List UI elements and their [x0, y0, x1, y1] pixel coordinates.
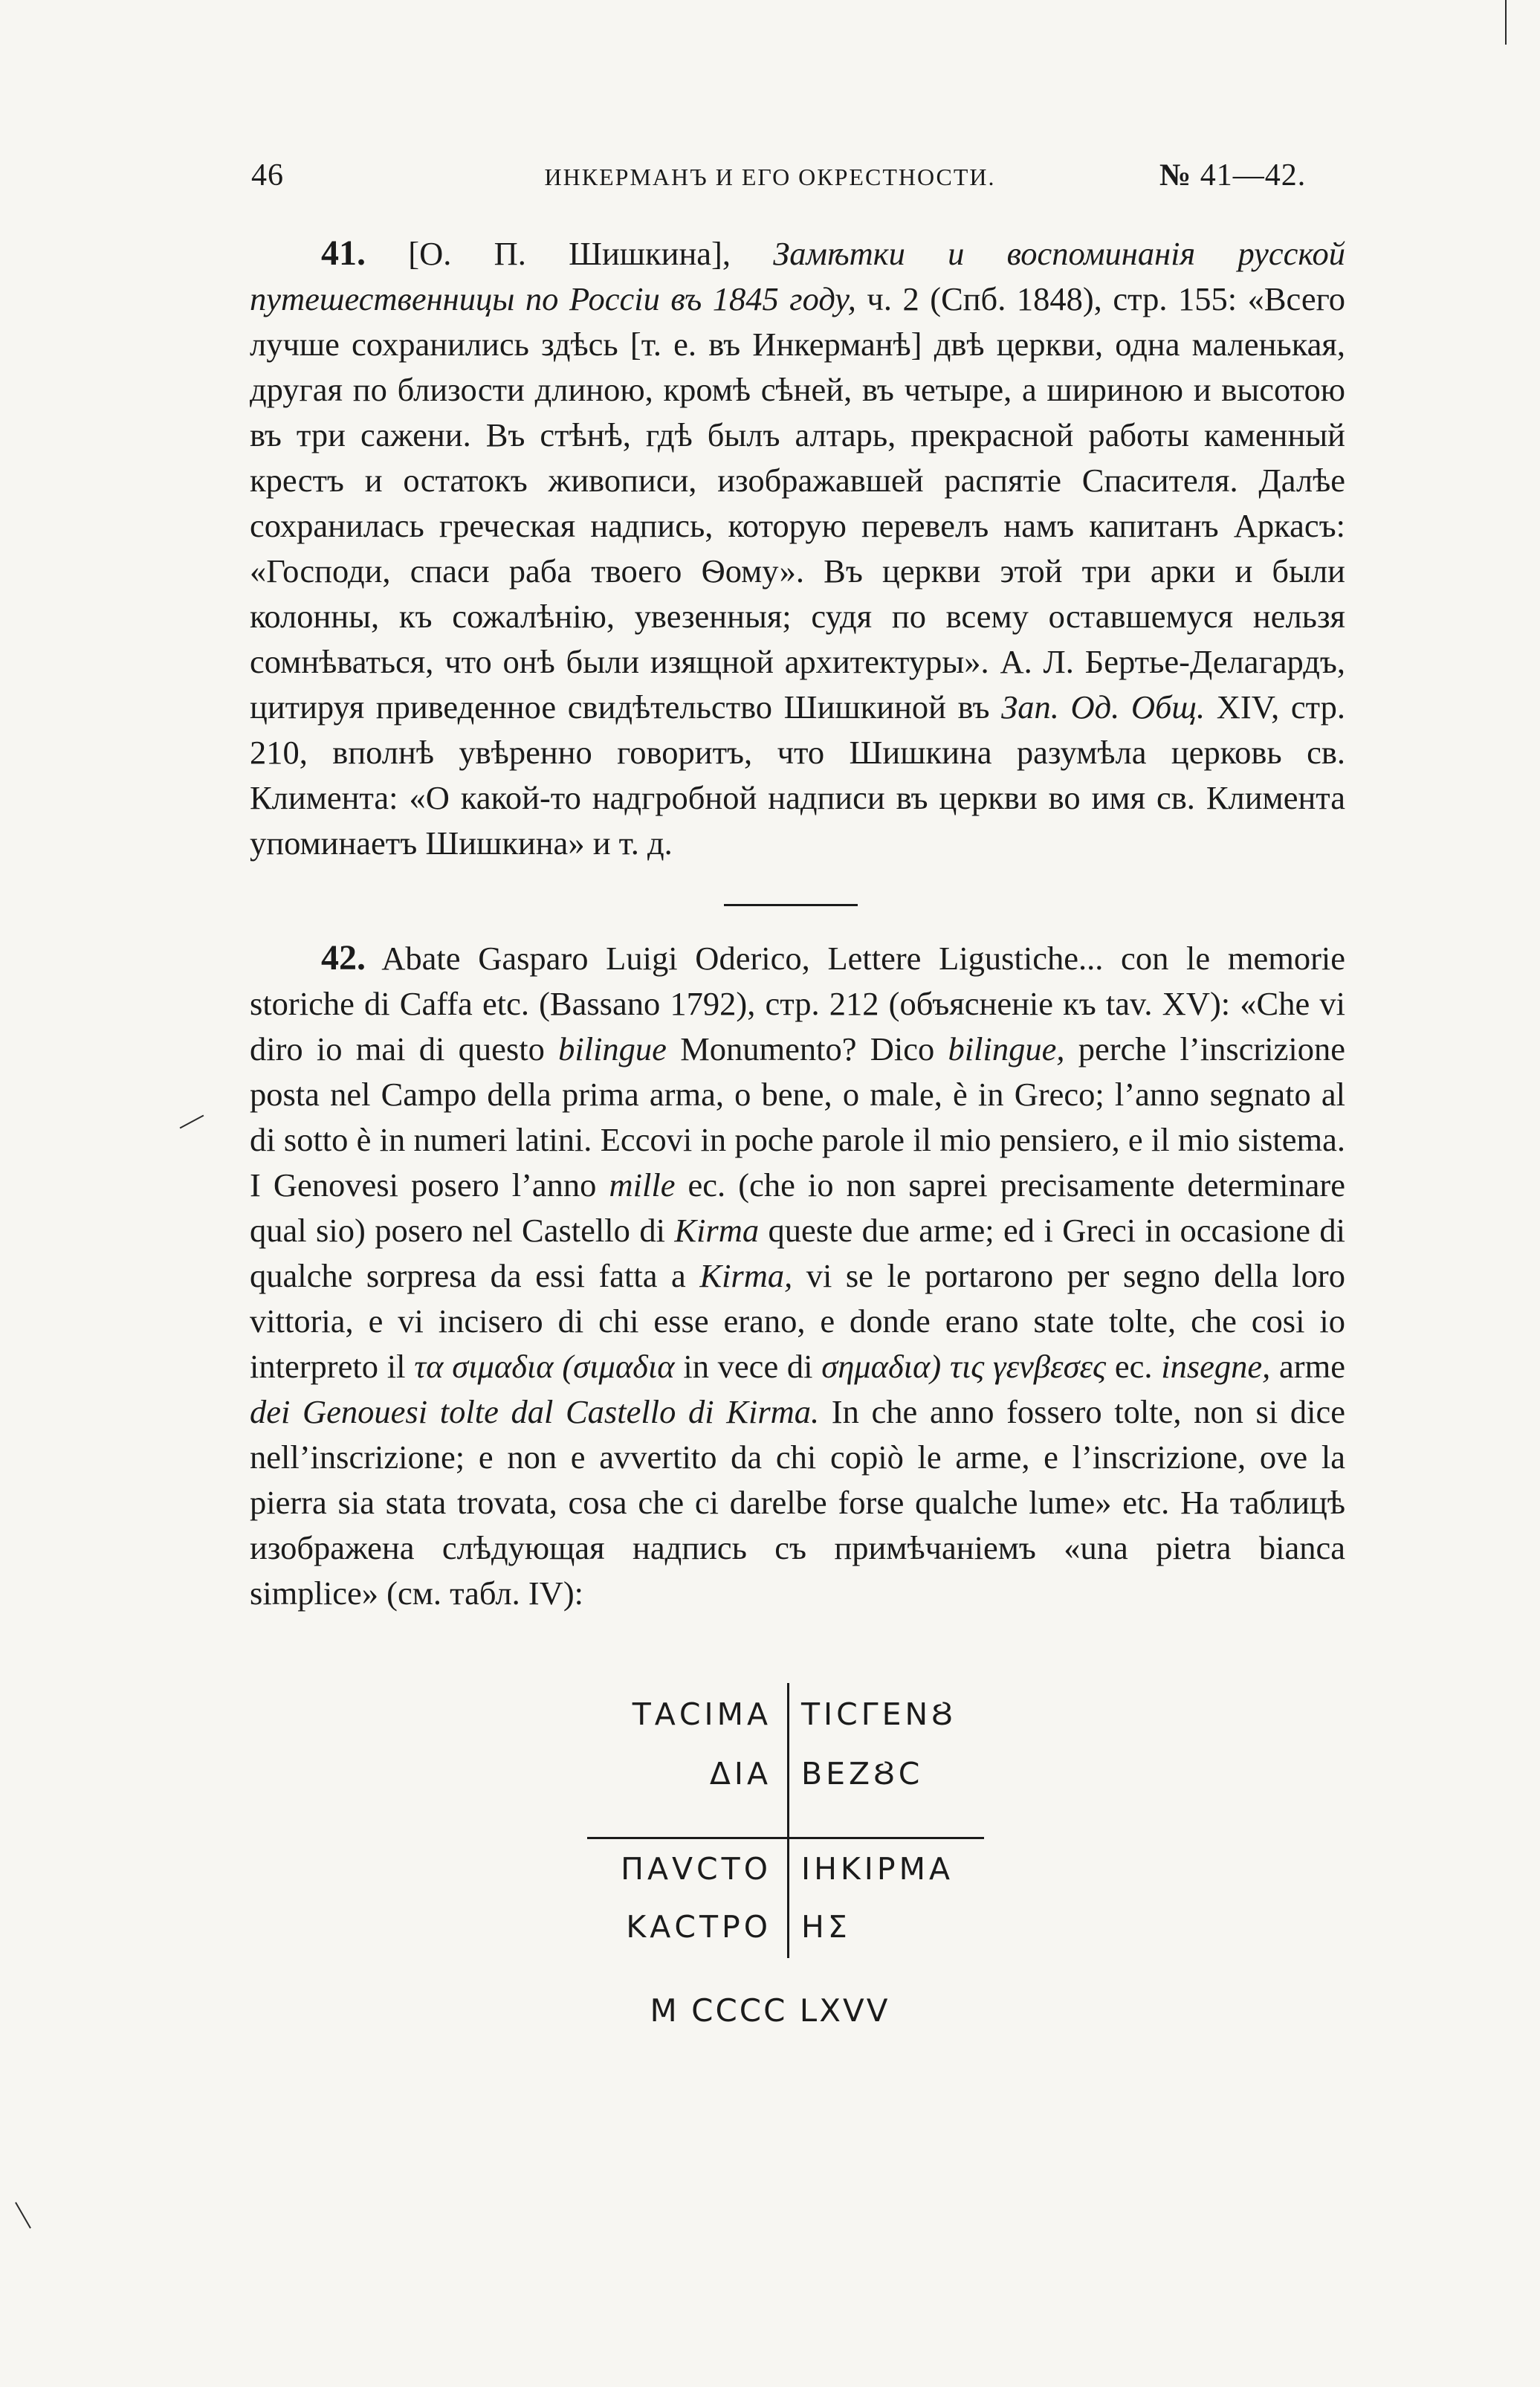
entry-42-text-6: vi se le portarono per segno della loro vittoria, e vi incisero di chi esse erano, e donde erano state tolte, che cosi io interpreto il: [250, 1257, 1345, 1385]
entry-42-text-9: arme: [1270, 1348, 1345, 1385]
entry-42-greek-2: σημαδια) τις γενβεσες: [821, 1348, 1107, 1385]
entry-42-italic-1: bilingue: [558, 1030, 667, 1067]
inscription-horizontal-line: [587, 1837, 984, 1839]
section-divider: [724, 904, 858, 906]
entry-41-author: [О. П. Шишкина],: [408, 235, 774, 272]
inscription-top-left-2: ΔΙΑ: [709, 1756, 771, 1792]
entry-42-text-7: in vece di: [674, 1348, 822, 1385]
entry-range: [1159, 158, 1306, 193]
entry-41-number: 41.: [321, 233, 366, 273]
entry-41-ending: XIV, стр. 210, вполнѣ увѣренно говоритъ, что Шишкина разумѣла церковь св. Климента: «О какой-то надгробной надписи въ церкви во имя св. Климента упоминаетъ Шишкина» и т. д.: [250, 688, 1345, 862]
entry-42-number: 42.: [321, 938, 366, 978]
entry-42-text-2: Monumento? Dico: [666, 1030, 948, 1067]
entry-42-italic-3: mille: [609, 1166, 676, 1204]
entry-range-text: 41—42.: [1200, 158, 1307, 193]
inscription-top-right-2: ΒΕΖȢϹ: [801, 1756, 924, 1792]
entry-42-text-5: queste due arme; ed i Greci in occasione di qualche sorpresa da essi fatta a: [250, 1212, 1345, 1294]
margin-stroke: [15, 2202, 31, 2229]
inscription-top-left-1: ΤΑϹΙΜΑ: [632, 1696, 771, 1732]
entry-42: [250, 935, 1345, 1616]
entry-42-italic-2: bilingue,: [948, 1030, 1065, 1067]
entry-42-text-3: perche l’inscrizione posta nel Campo della prima arma, o bene, o male, è in Greco; l’anno segnato al di sotto è in numeri latini. Eccovi in poche parole il mio pensiero, e il mio sistema. I Genovesi posero l’anno: [250, 1030, 1345, 1204]
inscription-vertical-line: [787, 1683, 789, 1958]
entry-42-text-4: ec. (che io non saprei precisamente determinare qual sio) posero nel Castello di: [250, 1166, 1346, 1249]
entry-42-italic-9: dei Genouesi tolte dal Castello di Kirma.: [250, 1393, 820, 1430]
running-title: ИНКЕРМАНЪ И ЕГО ОКРЕСТНОСТИ.: [544, 164, 996, 190]
entry-42-greek-1: τα σιμαδια (σιμαδια: [414, 1348, 675, 1385]
entry-41: [250, 230, 1345, 866]
page-number: 46: [251, 158, 284, 193]
entry-41-reference: Зап. Од. Общ.: [1001, 688, 1206, 726]
number-sign: №: [1159, 158, 1192, 193]
inscription-table: [565, 1683, 1011, 1958]
entry-42-text-8: ec.: [1106, 1348, 1162, 1385]
entry-42-italic-5: Kirma,: [699, 1257, 793, 1294]
entry-41-body: [250, 230, 1345, 866]
inscription-year: M CCCC LXVV: [650, 1992, 890, 2029]
inscription-bottom-left-2: ΚΑϹΤΡΟ: [626, 1909, 771, 1945]
entry-41-title: Замѣтки и воспоминанія русской путешественницы по Россіи въ 1845 году,: [250, 235, 1345, 317]
entry-42-body: [250, 935, 1345, 1616]
margin-stroke: [180, 1115, 204, 1129]
inscription-bottom-left-1: ΠΑVϹΤΟ: [621, 1851, 771, 1887]
inscription-bottom-right-1: ΙΗΚΙΡΜΑ: [801, 1851, 954, 1887]
inscription-top-right-1: ΤΙϹΓΕΝȢ: [801, 1696, 957, 1732]
entry-42-text-1: Abate Gasparo Luigi Oderico, Lettere Ligustiche... con le memorie storiche di Caffa etc. (Bassano 1792), стр. 212 (объясненіе къ tav. XV): «Che vi diro io mai di questo: [250, 940, 1345, 1067]
inscription-bottom-right-2: ΗΣ: [801, 1909, 851, 1945]
entry-42-italic-4: Kirma: [674, 1212, 760, 1249]
entry-41-quote: ч. 2 (Спб. 1848), стр. 155: «Всего лучше сохранились здѣсь [т. е. въ Инкерманѣ] двѣ церкви, одна маленькая, другая по близости длиною, кромѣ сѣней, въ четыре, а шириною и высотою въ три сажени. Въ стѣнѣ, гдѣ былъ алтарь, прекрасной работы каменный крестъ и остатокъ живописи, изображавшей распятіе Спасителя. Далѣе сохранилась греческая надпись, которую перевелъ намъ капитанъ Аркасъ: «Господи, спаси раба твоего Ѳому». Въ церкви этой три арки и были колонны, къ сожалѣнію, увезенныя; судя по всему оставшемуся нельзя сомнѣваться, что онѣ были изящной архитектуры». А. Л. Бертье-Делагардъ, цитируя приведенное свидѣтельство Шишкиной въ: [250, 280, 1345, 726]
entry-42-italic-8: insegne,: [1161, 1348, 1271, 1385]
entry-42-text-10: In che anno fossero tolte, non si dice nell’inscrizione; e non e avvertito da chi copiò le arme, e l’inscrizione, ove la pierra sia stata trovata, cosa che ci darelbe forse qualche lume» etc. На таблицѣ изображена слѣдующая надпись съ примѣчаніемъ «una pietra bianca simplice» (см. табл. IV):: [250, 1393, 1345, 1612]
scan-edge-mark: [1505, 0, 1507, 45]
